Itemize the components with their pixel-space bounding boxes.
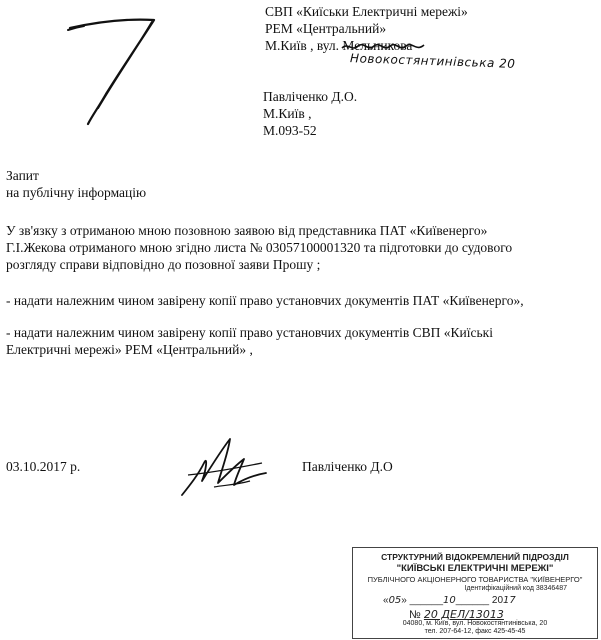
stamp-year-handwritten: 17 bbox=[503, 595, 516, 606]
handwritten-page-number bbox=[48, 12, 168, 127]
stamp-org-line-1: СТРУКТУРНИЙ ВІДОКРЕМЛЕНИЙ ПІДРОЗДІЛ bbox=[381, 552, 569, 562]
intro-line-3: розгляду справи відповідно до позовної заяви Прошу ; bbox=[6, 257, 321, 272]
handwritten-street: Новокостянтинівська 20 bbox=[349, 51, 516, 71]
request-item-2-line-2: Електричні мережі» РЕМ «Центральний» , bbox=[6, 342, 253, 357]
recipient-line-1: СВП «Киїськи Електричні мережі» bbox=[265, 4, 468, 19]
intro-line-2: Г.І.Жекова отриманого мною згідно листа № 03057100001320 та підготовки до судового bbox=[6, 240, 513, 255]
sender-name: Павліченко Д.О. bbox=[263, 89, 358, 104]
stamp-reg-prefix: № bbox=[409, 609, 421, 621]
stamp-date-day: 05 bbox=[388, 595, 402, 606]
document-date: 03.10.2017 р. bbox=[6, 459, 81, 474]
struck-street: Мельникова bbox=[342, 38, 412, 53]
stamp-phones: тел. 207-64-12, факс 425-45-45 bbox=[424, 628, 526, 635]
document-subtitle: на публічну інформацію bbox=[6, 185, 147, 200]
stamp-date-row: «05» ______10______ 2017 bbox=[383, 595, 516, 606]
sender-phone: М.093-52 bbox=[263, 123, 317, 138]
address-prefix: М.Київ , вул. bbox=[265, 38, 343, 53]
recipient-line-2: РЕМ «Центральний» bbox=[265, 21, 387, 36]
request-item-1: - надати належним чином завірену копії право установчих документів ПАТ «Київенерго», bbox=[6, 293, 524, 308]
stamp-id-code: Ідентифікаційний код 38346487 bbox=[464, 585, 567, 592]
sender-city: М.Київ , bbox=[263, 106, 312, 121]
stamp-org-line-2: "КИЇВСЬКІ ЕЛЕКТРИЧНІ МЕРЕЖІ" bbox=[396, 563, 554, 574]
stamp-reg-number: 20 ДЕЛ/13013 bbox=[423, 608, 504, 621]
stamp-date-month: 10 bbox=[443, 595, 456, 606]
intro-line-1: У зв'язку з отриманою мною позовною заявою від представника ПАТ «Київенерго» bbox=[6, 223, 488, 238]
request-item-2-line-1: - надати належним чином завірену копії право установчих документів СВП «Киїські bbox=[6, 325, 493, 340]
stamp-address: 04080, м. Київ, вул. Новокостянтинівська, 20 bbox=[402, 620, 548, 627]
document-title: Запит bbox=[6, 168, 39, 183]
stamp-year-prefix: 20 bbox=[491, 595, 504, 606]
signature bbox=[178, 435, 270, 503]
stamp-org-line-3: ПУБЛІЧНОГО АКЦІОНЕРНОГО ТОВАРИСТВА "КИЇВЕНЕРГО" bbox=[367, 575, 583, 584]
registration-stamp bbox=[352, 547, 598, 639]
signatory-name: Павліченко Д.О bbox=[302, 459, 393, 474]
